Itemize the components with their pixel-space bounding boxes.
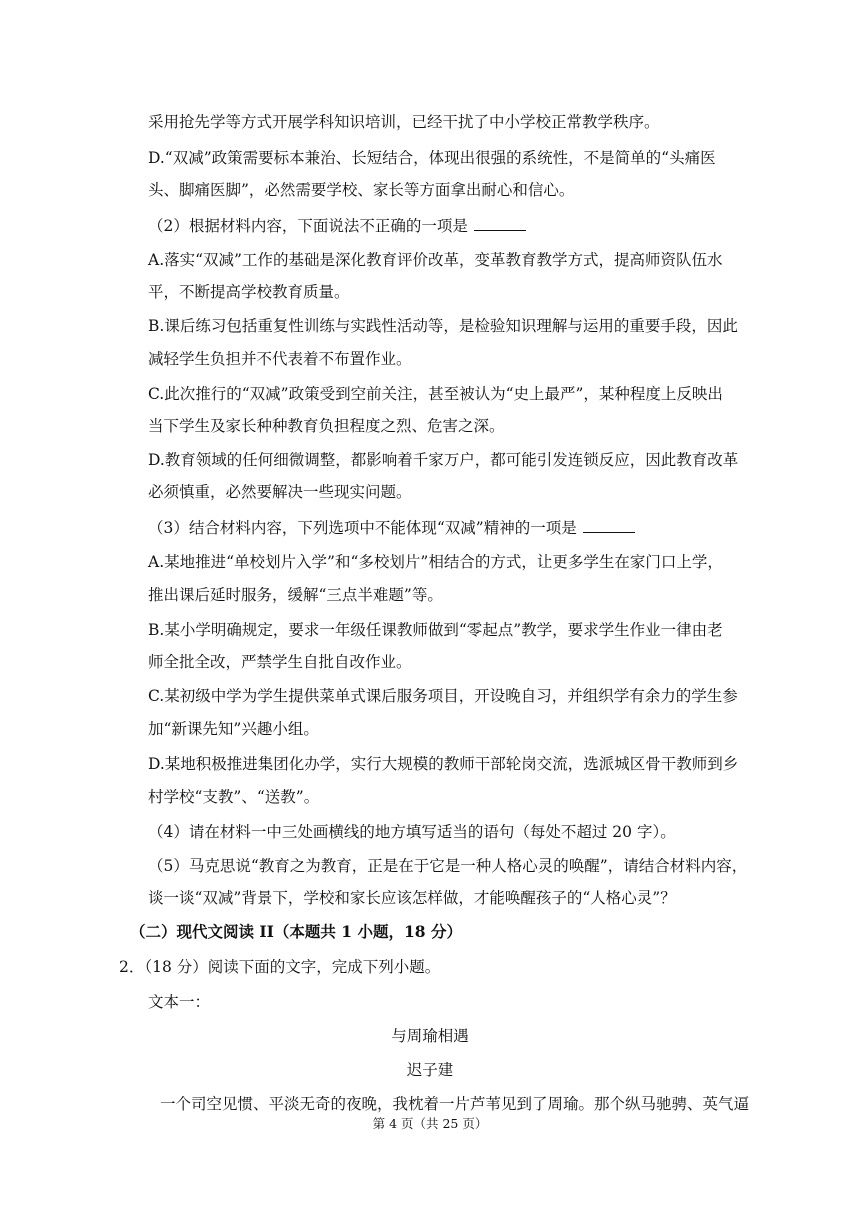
page-footer: 第 4 页（共 25 页） [372, 1116, 488, 1131]
q3-option-a-line1: A.某地推进“单校划片入学”和“多校划片”相结合的方式，让更多学生在家门口上学， [148, 553, 723, 571]
q2-option-d-line2: 必须慎重，必然要解决一些现实问题。 [148, 483, 412, 501]
q3-option-c-line2: 加“新课先知”兴趣小组。 [148, 720, 319, 738]
q3-option-b-line1: B.某小学明确规定，要求一年级任课教师做到“零起点”教学，要求学生作业一律由老 [148, 621, 723, 639]
answer-blank [583, 518, 635, 533]
answer-blank [474, 216, 526, 231]
q2-option-b-line2: 减轻学生负担并不代表着不布置作业。 [148, 350, 412, 368]
question-3 [148, 518, 635, 538]
question-2-heading: 2．（18 分）阅读下面的文字，完成下列小题。 [119, 958, 441, 976]
q2-option-b-line1: B.课后练习包括重复性训练与实践性活动等，是检验知识理解与运用的重要手段，因此 [148, 317, 738, 335]
text-label: 文本一： [148, 993, 211, 1011]
question-4: （4）请在材料一中三处画横线的地方填写适当的语句（每处不超过 20 字）。 [148, 823, 676, 841]
q2-option-d-line1: D.教育领域的任何细微调整，都影响着千家万户，都可能引发连锁反应，因此教育改革 [148, 451, 739, 469]
question-5-line2: 谈一谈“双减”背景下，学校和家长应该怎样做，才能唤醒孩子的“人格心灵”？ [148, 889, 676, 907]
article-paragraph: 一个司空见惯、平淡无奇的夜晚，我枕着一片芦苇见到了周瑜。那个纵马驰骋、英气逼 [160, 1095, 750, 1113]
article-title: 与周瑜相遇 [391, 1027, 469, 1045]
q2-option-c-line2: 当下学生及家长种种教育负担程度之烈、危害之深。 [148, 417, 505, 435]
section-heading: （二）现代文阅读 II（本题共 1 小题，18 分） [130, 922, 462, 941]
question-3-text: （3）结合材料内容，下列选项中不能体现“双减”精神的一项是 [148, 519, 577, 537]
question-2 [148, 216, 526, 236]
q3-option-d-line2: 村学校“支教”、“送教”。 [148, 788, 320, 806]
article-author: 迟子建 [406, 1061, 454, 1079]
question-5-line1: （5）马克思说“教育之为教育，正是在于它是一种人格心灵的唤醒”，请结合材料内容， [148, 857, 748, 875]
q3-option-b-line2: 师全批全改，严禁学生自批自改作业。 [148, 653, 412, 671]
q2-option-a-line2: 平，不断提高学校教育质量。 [148, 283, 350, 301]
q3-option-a-line2: 推出课后延时服务，缓解“三点半难题”等。 [148, 586, 443, 604]
q2-option-c-line1: C.此次推行的“双减”政策受到空前关注，甚至被认为“史上最严”，某种程度上反映出 [148, 385, 723, 403]
q3-option-d-line1: D.某地积极推进集团化办学，实行大规模的教师干部轮岗交流，选派城区骨干教师到乡 [148, 755, 739, 773]
q2-option-a-line1: A.落实“双减”工作的基础是深化教育评价改革，变革教育教学方式，提高师资队伍水 [148, 251, 723, 269]
q3-option-c-line1: C.某初级中学为学生提供菜单式课后服务项目，开设晚自习，并组织学有余力的学生参 [148, 687, 738, 705]
text-line: 采用抢先学等方式开展学科知识培训，已经干扰了中小学校正常教学秩序。 [148, 113, 660, 131]
question-2-text: （2）根据材料内容，下面说法不正确的一项是 [148, 217, 468, 235]
option-d-line1: D.“双减”政策需要标本兼治、长短结合，体现出很强的系统性，不是简单的“头痛医 [148, 149, 716, 167]
option-d-line2: 头、脚痛医脚”，必然需要学校、家长等方面拿出耐心和信心。 [148, 181, 575, 199]
